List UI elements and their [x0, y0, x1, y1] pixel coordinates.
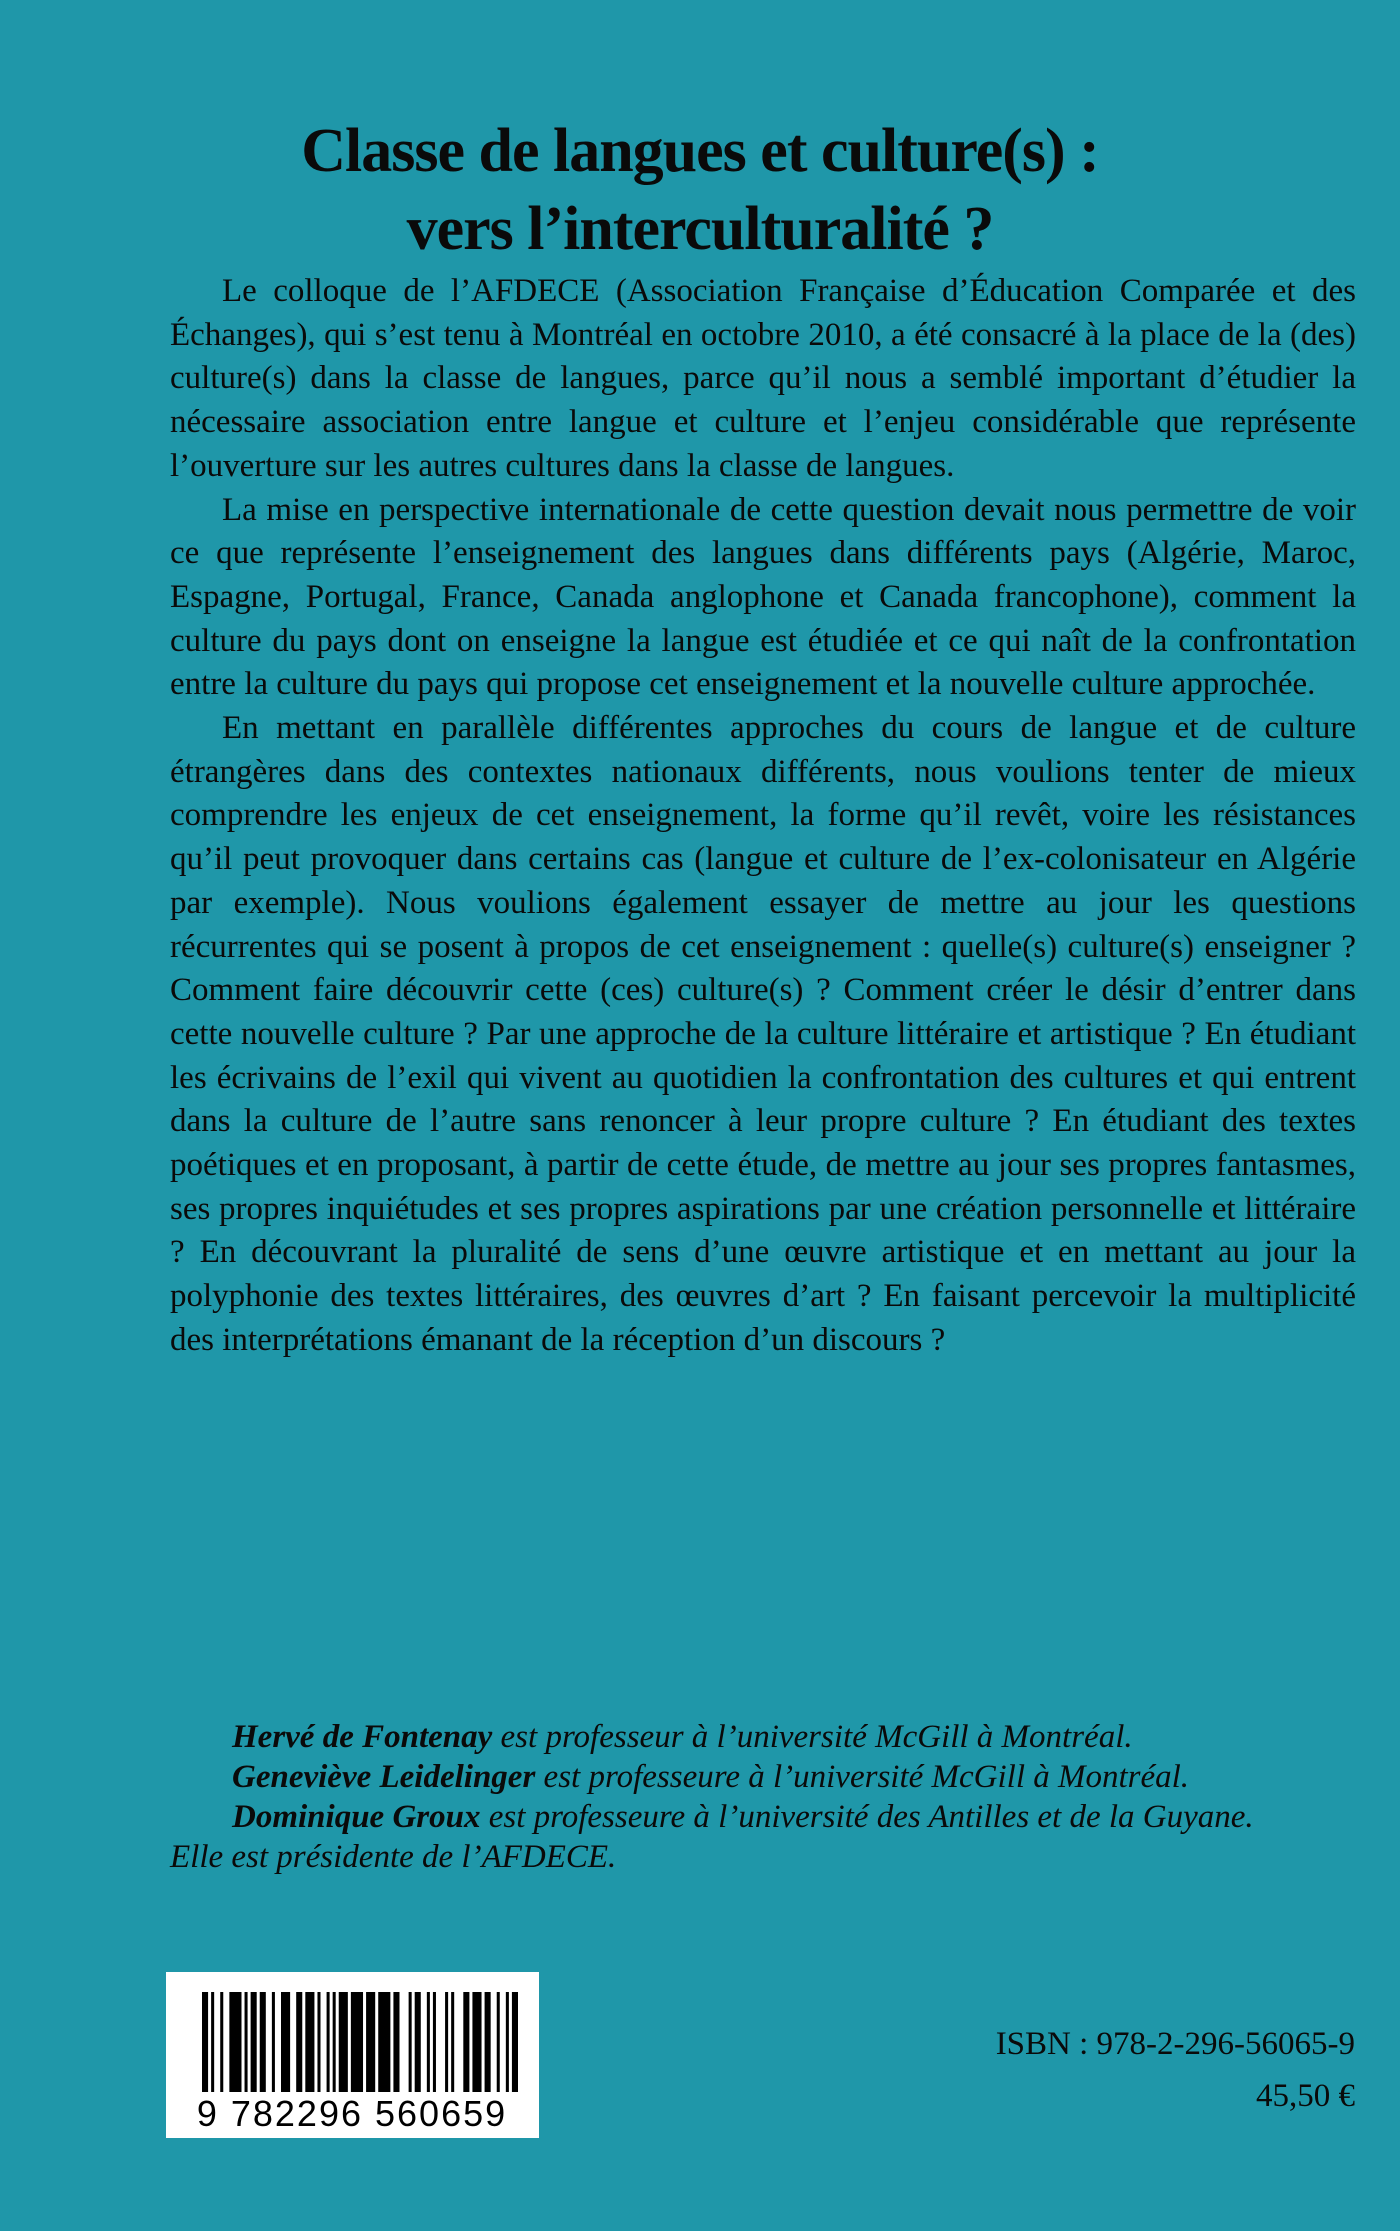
barcode-bar-19: [409, 1992, 412, 2092]
barcode-bar-4: [245, 1992, 248, 2092]
author-bio-2: [170, 1757, 1356, 1797]
barcode-bar-30: [512, 1992, 518, 2092]
barcode-bar-20: [415, 1992, 421, 2092]
blurb-paragraph-3: En mettant en parallèle différentes approches du cours de langue et de culture étrangères dans des contextes nationaux différents, nous voulions tenter de mieux comprendre les enjeux de cet enseignement, la forme qu’il revêt, voire les résistances qu’il peut provoquer dans certains cas (langue et culture de l’ex-colonisateur en Algérie par exemple). Nous voulions également essayer de mettre au jour les questions récurrentes qui se posent à propos de cet enseignement : quelle(s) culture(s) enseigner ? Comment faire découvrir cette (ces) culture(s) ? Comment créer le désir d’entrer dans cette nouvelle culture ? Par une approche de la culture littéraire et artistique ? En étudiant les écrivains de l’exil qui vivent au quotidien la confrontation des cultures et qui entrent dans la culture de l’autre sans renoncer à leur propre culture ? En étudiant des textes poétiques et en proposant, à partir de cette étude, de mettre au jour ses propres fantasmes, ses propres inquiétudes et ses propres aspirations par une création personnelle et littéraire ? En découvrant la pluralité de sens d’une œuvre artistique et en mettant au jour la polyphonie des textes littéraires, des œuvres d’art ? En faisant percevoir la multiplicité des interprétations émanant de la réception d’un discours ?: [170, 710, 1356, 1358]
barcode-bar-12: [327, 1992, 330, 2092]
barcode-bar-10: [305, 1992, 314, 2092]
barcode-bar-21: [427, 1992, 430, 2092]
barcode-bar-5: [251, 1992, 257, 2092]
barcode-bar-29: [506, 1992, 509, 2092]
barcode-bar-18: [393, 1992, 399, 2092]
title-line-1: Classe de langues et culture(s) :: [301, 116, 1099, 185]
author-desc-2: est professeure à l’université McGill à Montréal.: [535, 1759, 1190, 1795]
blurb-paragraph-2: La mise en perspective internationale de cette question devait nous permettre de voir ce que représente l’enseignement des langues dans différents pays (Algérie, Maroc, Espagne, Portugal, France, Canada anglophone et Canada francophone), comment la culture du pays dont on enseigne la langue est étudiée et ce qui naît de la confrontation entre la culture du pays qui propose cet enseignement et la nouvelle culture approchée.: [170, 491, 1356, 703]
barcode-bar-13: [333, 1992, 336, 2092]
barcode-bar-25: [463, 1992, 469, 2092]
author-name-2: Geneviève Leidelinger: [232, 1759, 536, 1795]
barcode-bar-2: [220, 1992, 223, 2092]
barcode-bar-8: [281, 1992, 290, 2092]
author-name-3: Dominique Groux: [232, 1799, 481, 1835]
author-bio-3: [170, 1797, 1356, 1837]
barcode-bar-26: [472, 1992, 481, 2092]
barcode-bar-9: [296, 1992, 302, 2092]
isbn: ISBN : 978-2-296-56065-9: [995, 2026, 1355, 2062]
author-bio-1: [170, 1717, 1356, 1757]
title-line-2: vers l’interculturalité ?: [406, 194, 994, 263]
barcode-bar-7: [272, 1992, 275, 2092]
barcode-bar-17: [378, 1992, 390, 2092]
barcode-bar-28: [497, 1992, 500, 2092]
barcode-bar-1: [211, 1992, 214, 2092]
barcode-bar-22: [433, 1992, 436, 2092]
author-desc-1: est professeur à l’université McGill à Montréal.: [492, 1719, 1133, 1755]
barcode-bar-16: [366, 1992, 375, 2092]
barcode-bar-14: [339, 1992, 348, 2092]
blurb: [170, 270, 1356, 1363]
author-bio-3-continued: Elle est présidente de l’AFDECE.: [170, 1839, 617, 1875]
author-name-1: Hervé de Fontenay: [232, 1719, 493, 1755]
barcode-bar-3: [229, 1992, 241, 2092]
barcode-digits: 9 782296 560659: [196, 2093, 508, 2134]
barcode: [166, 1972, 539, 2138]
barcode-bar-11: [317, 1992, 320, 2092]
author-bios: [170, 1717, 1356, 1877]
barcode-bar-23: [445, 1992, 448, 2092]
barcode-bars: [202, 1992, 518, 2092]
barcode-bar-27: [485, 1992, 491, 2092]
barcode-bar-15: [351, 1992, 363, 2092]
barcode-bar-6: [260, 1992, 266, 2092]
barcode-bar-0: [202, 1992, 208, 2092]
blurb-paragraph-1: Le colloque de l’AFDECE (Association Française d’Éducation Comparée et des Échanges), qui s’est tenu à Montréal en octobre 2010, a été consacré à la place de la (des) culture(s) dans la classe de langues, parce qu’il nous a semblé important d’étudier la nécessaire association entre langue et culture et l’enjeu considérable que représente l’ouverture sur les autres cultures dans la classe de langues.: [170, 273, 1356, 484]
author-desc-3: est professeure à l’université des Antilles et de la Guyane.: [480, 1799, 1254, 1835]
barcode-graphic: [166, 1972, 539, 2138]
price: 45,50 €: [1256, 2078, 1355, 2114]
barcode-bar-24: [451, 1992, 454, 2092]
book-title: [0, 112, 1400, 268]
